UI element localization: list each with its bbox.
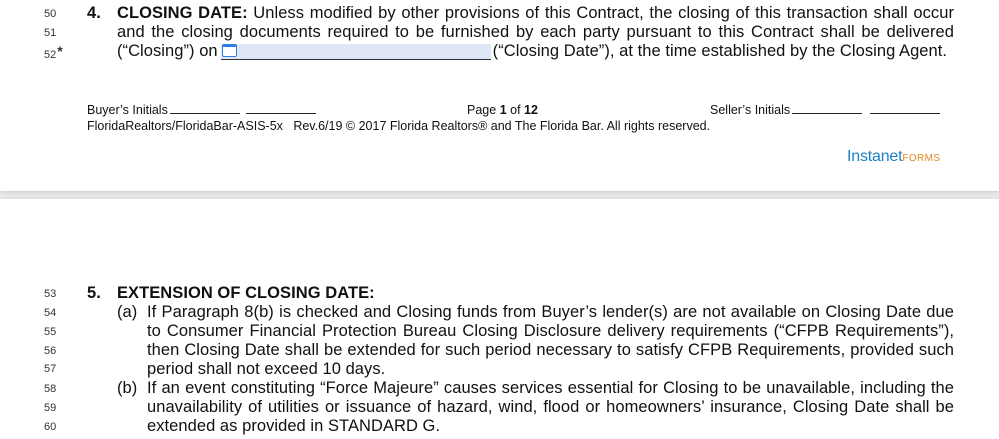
required-star: * (57, 43, 63, 59)
line-number-starred: 52* (44, 43, 63, 61)
section-number: 5. (87, 284, 101, 302)
page-indicator: Page 1 of 12 (467, 103, 538, 117)
calendar-icon[interactable] (222, 44, 237, 57)
line-number: 60 (44, 421, 57, 433)
section-heading: CLOSING DATE: (117, 4, 248, 22)
line-number: 50 (44, 8, 57, 20)
buyers-initials: Buyer’s Initials (87, 103, 316, 117)
instanet-forms-logo: InstanetFORMS (847, 148, 941, 165)
sellers-initials: Seller’s Initials (710, 103, 940, 117)
form-id: FloridaRealtors/FloridaBar-ASIS-5x (87, 119, 283, 133)
line-number: 54 (44, 307, 57, 319)
section-4-line-3: (“Closing”) on (“Closing Date”), at the time established by the Closing Agent. (117, 42, 948, 60)
buyer-initial-field-2[interactable] (246, 103, 316, 114)
line-number: 53 (44, 288, 57, 300)
seller-initial-field-1[interactable] (792, 103, 862, 114)
document-page-1 (0, 0, 999, 191)
subsection-b-line: If an event constituting “Force Majeure” causes services essential for Closing to be unavailable, including the (147, 379, 954, 397)
closing-date-input[interactable] (221, 44, 491, 60)
line-number: 57 (44, 363, 57, 375)
seller-initial-field-2[interactable] (870, 103, 940, 114)
line-number: 56 (44, 345, 57, 357)
copyright: Rev.6/19 © 2017 Florida Realtors® and The Florida Bar. All rights reserved. (293, 119, 711, 133)
document-page-2 (0, 199, 999, 439)
line-number: 51 (44, 27, 57, 39)
subsection-a-line: then Closing Date shall be extended for such period necessary to satisfy CFPB Requirements, provided such (147, 341, 954, 359)
line-number: 55 (44, 326, 57, 338)
subsection-b-label: (b) (117, 379, 138, 397)
section-4-line-1-text: CLOSING DATE: Unless modified by other provisions of this Contract, the closing of this transaction shall occur (117, 4, 954, 22)
section-4-line-2: and the closing documents required to be furnished by each party pursuant to this Contract shall be delivered (117, 23, 954, 41)
section-heading: EXTENSION OF CLOSING DATE: (117, 284, 375, 302)
subsection-b-line: unavailability of utilities or issuance of hazard, wind, flood or homeowners’ insurance, Closing Date shall be (147, 398, 954, 416)
subsection-a-line: period shall not exceed 10 days. (147, 360, 386, 378)
subsection-a-label: (a) (117, 303, 138, 321)
line-number: 59 (44, 402, 57, 414)
section-4-line-1 (87, 4, 101, 23)
subsection-a-line: If Paragraph 8(b) is checked and Closing funds from Buyer’s lender(s) are not available on Closing Date due (147, 303, 954, 321)
section-number: 4. (87, 4, 101, 22)
form-footer (87, 119, 710, 133)
line-number: 58 (44, 383, 57, 395)
subsection-b-line: extended as provided in STANDARD G. (147, 417, 441, 435)
buyer-initial-field-1[interactable] (170, 103, 240, 114)
subsection-a-line: to Consumer Financial Protection Bureau Closing Disclosure delivery requirements (“CFPB Requirements”), (147, 322, 954, 340)
